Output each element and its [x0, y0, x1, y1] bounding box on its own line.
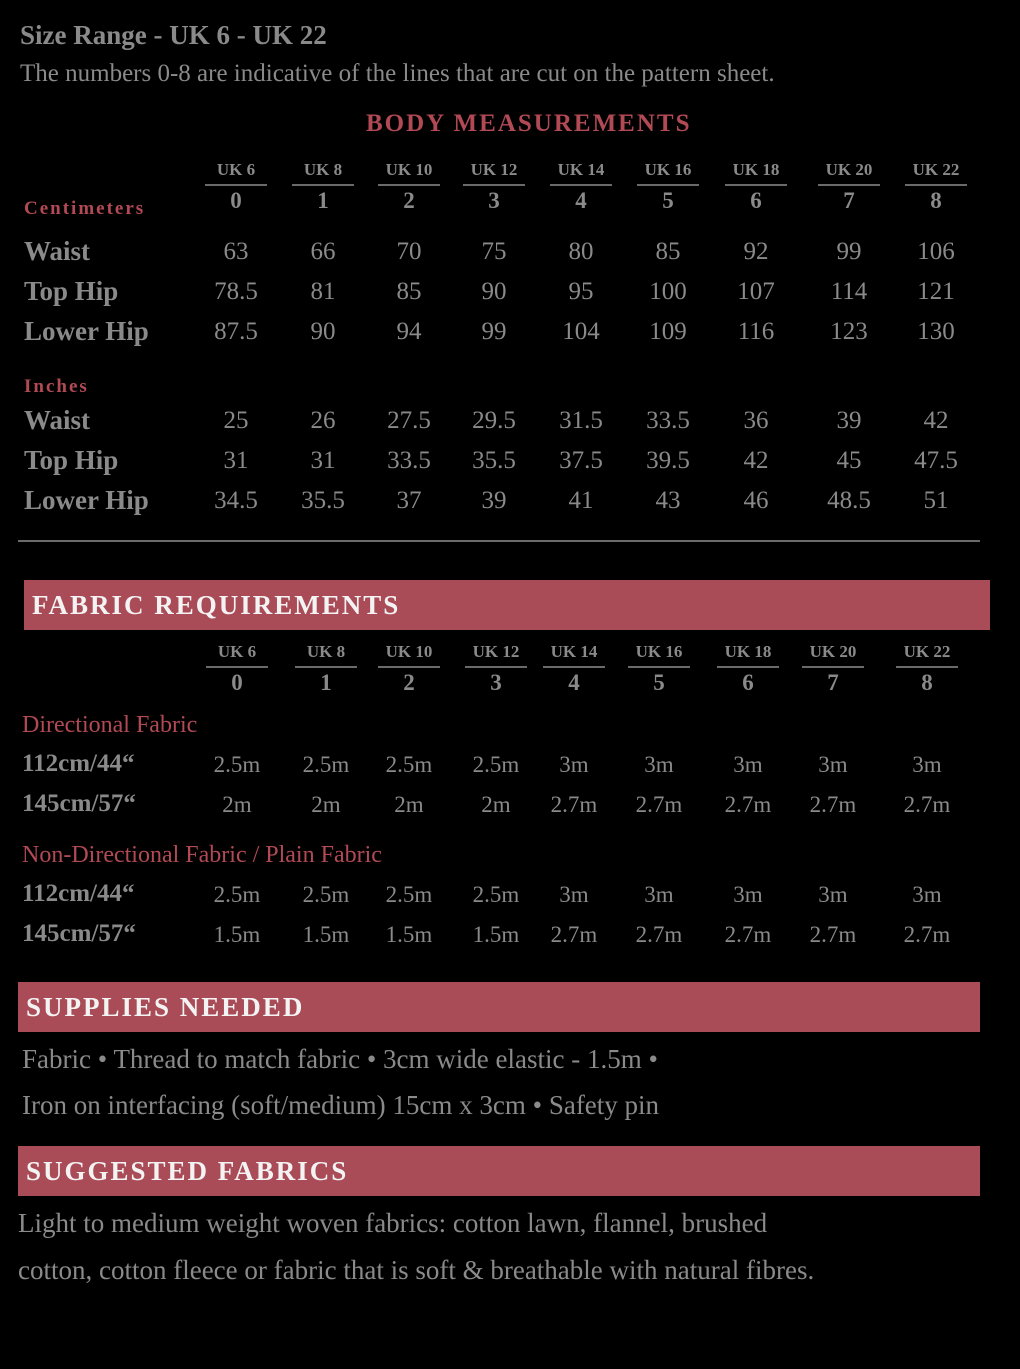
nondir-cell: 2.7m — [903, 922, 951, 947]
suggested-line-1: Light to medium weight woven fabrics: cotton lawn, flannel, brushed — [18, 1208, 768, 1238]
in-cell: 41 — [568, 487, 594, 514]
in-cell: 39 — [836, 407, 862, 434]
fr-size-label: UK 16 — [628, 642, 690, 668]
in-cell: 34.5 — [214, 487, 258, 514]
cm-cell: 109 — [649, 318, 687, 345]
in-cell: 33.5 — [646, 407, 690, 434]
fabric-requirements-heading: FABRIC REQUIREMENTS — [24, 580, 990, 630]
inches-label: Inches — [24, 376, 89, 397]
dir-cell: 2m — [481, 792, 511, 817]
in-cell: 35.5 — [301, 487, 345, 514]
bm-size-label: UK 6 — [205, 160, 267, 186]
fr-col-3 — [465, 642, 527, 696]
nondir-cell: 3m — [733, 882, 763, 907]
fr-line-number: 6 — [742, 670, 754, 695]
bm-line-number: 8 — [930, 188, 942, 213]
bm-size-label: UK 12 — [463, 160, 525, 186]
dir-cell: 3m — [644, 752, 674, 777]
cm-cell: 70 — [396, 238, 422, 265]
bm-col-7 — [818, 160, 880, 214]
in-cell: 31 — [223, 447, 249, 474]
cm-cell: 63 — [223, 238, 249, 265]
nondir-cell: 2.7m — [809, 922, 857, 947]
nondir-cell: 1.5m — [213, 922, 261, 947]
cm-cell: 123 — [830, 318, 868, 345]
dir-cell: 2m — [311, 792, 341, 817]
in-cell: 42 — [743, 447, 769, 474]
in-cell: 43 — [655, 487, 681, 514]
in-cell: 31 — [310, 447, 336, 474]
cm-cell: 100 — [649, 278, 687, 305]
bm-col-0 — [205, 160, 267, 214]
dir-cell: 2.7m — [635, 792, 683, 817]
bm-col-8 — [905, 160, 967, 214]
nondir-cell: 1.5m — [472, 922, 520, 947]
cm-cell: 121 — [917, 278, 955, 305]
supplies-heading: SUPPLIES NEEDED — [18, 982, 980, 1032]
nondir-row-label: 145cm/57“ — [22, 920, 136, 947]
cm-cell: 99 — [836, 238, 862, 265]
nondir-cell: 1.5m — [302, 922, 350, 947]
cm-cell: 99 — [481, 318, 507, 345]
non-directional-fabric-label: Non-Directional Fabric / Plain Fabric — [22, 842, 382, 868]
fr-col-0 — [206, 642, 268, 696]
dir-cell: 2m — [394, 792, 424, 817]
bm-size-label: UK 18 — [725, 160, 787, 186]
fr-size-label: UK 8 — [295, 642, 357, 668]
suggested-fabrics-heading: SUGGESTED FABRICS — [18, 1146, 980, 1196]
fr-size-label: UK 12 — [465, 642, 527, 668]
nondir-cell: 3m — [818, 882, 848, 907]
fr-line-number: 3 — [490, 670, 502, 695]
bm-col-5 — [637, 160, 699, 214]
in-cell: 47.5 — [914, 447, 958, 474]
cm-row-label: Top Hip — [24, 276, 119, 306]
nondir-cell: 3m — [644, 882, 674, 907]
nondir-cell: 2.7m — [635, 922, 683, 947]
cm-row-label: Lower Hip — [24, 316, 149, 346]
cm-cell: 104 — [562, 318, 600, 345]
bm-size-label: UK 20 — [818, 160, 880, 186]
dir-row-label: 145cm/57“ — [22, 790, 136, 817]
in-cell: 48.5 — [827, 487, 871, 514]
dir-cell: 2.7m — [550, 792, 598, 817]
bm-line-number: 5 — [662, 188, 674, 213]
size-range-subtitle: The numbers 0-8 are indicative of the lines that are cut on the pattern sheet. — [20, 60, 775, 87]
cm-cell: 92 — [743, 238, 769, 265]
in-cell: 51 — [923, 487, 949, 514]
cm-cell: 107 — [737, 278, 775, 305]
directional-fabric-label: Directional Fabric — [22, 712, 198, 738]
body-measurements-heading: BODY MEASUREMENTS — [366, 110, 692, 137]
fr-col-2 — [378, 642, 440, 696]
dir-cell: 2.5m — [472, 752, 520, 777]
in-row-label: Top Hip — [24, 445, 119, 475]
in-cell: 26 — [310, 407, 336, 434]
fr-size-label: UK 20 — [802, 642, 864, 668]
fr-col-6 — [717, 642, 779, 696]
dir-cell: 2.5m — [385, 752, 433, 777]
suggested-line-2: cotton, cotton fleece or fabric that is soft & breathable with natural fibres. — [18, 1255, 815, 1285]
dir-cell: 2.5m — [213, 752, 261, 777]
bm-line-number: 0 — [230, 188, 242, 213]
nondir-cell: 2.7m — [550, 922, 598, 947]
cm-cell: 87.5 — [214, 318, 258, 345]
in-cell: 31.5 — [559, 407, 603, 434]
bm-col-1 — [292, 160, 354, 214]
in-row-label: Lower Hip — [24, 485, 149, 515]
fr-col-7 — [802, 642, 864, 696]
cm-cell: 85 — [655, 238, 681, 265]
section-divider — [18, 540, 980, 542]
cm-cell: 116 — [737, 318, 775, 345]
bm-col-3 — [463, 160, 525, 214]
bm-line-number: 1 — [317, 188, 329, 213]
nondir-cell: 2.5m — [302, 882, 350, 907]
cm-cell: 78.5 — [214, 278, 258, 305]
cm-cell: 95 — [568, 278, 594, 305]
bm-col-4 — [550, 160, 612, 214]
dir-cell: 2.7m — [724, 792, 772, 817]
cm-cell: 81 — [310, 278, 336, 305]
nondir-cell: 3m — [559, 882, 589, 907]
cm-cell: 66 — [310, 238, 336, 265]
bm-col-2 — [378, 160, 440, 214]
centimeters-label: Centimeters — [24, 198, 146, 219]
cm-cell: 90 — [481, 278, 507, 305]
cm-cell: 90 — [310, 318, 336, 345]
fr-col-1 — [295, 642, 357, 696]
in-cell: 45 — [836, 447, 862, 474]
fr-col-8 — [896, 642, 958, 696]
bm-size-label: UK 14 — [550, 160, 612, 186]
in-cell: 46 — [743, 487, 769, 514]
dir-row-label: 112cm/44“ — [22, 750, 135, 777]
cm-cell: 106 — [917, 238, 955, 265]
cm-cell: 80 — [568, 238, 594, 265]
in-cell: 37.5 — [559, 447, 603, 474]
nondir-cell: 2.5m — [385, 882, 433, 907]
fr-col-4 — [543, 642, 605, 696]
cm-cell: 114 — [830, 278, 868, 305]
fr-line-number: 7 — [827, 670, 839, 695]
fr-line-number: 1 — [320, 670, 332, 695]
nondir-cell: 3m — [912, 882, 942, 907]
dir-cell: 2.5m — [302, 752, 350, 777]
fr-size-label: UK 22 — [896, 642, 958, 668]
in-cell: 29.5 — [472, 407, 516, 434]
dir-cell: 3m — [818, 752, 848, 777]
dir-cell: 3m — [559, 752, 589, 777]
dir-cell: 2.7m — [809, 792, 857, 817]
in-cell: 27.5 — [387, 407, 431, 434]
dir-cell: 2.7m — [903, 792, 951, 817]
supplies-line-1: Fabric • Thread to match fabric • 3cm wide elastic - 1.5m • — [22, 1044, 658, 1074]
nondir-row-label: 112cm/44“ — [22, 880, 135, 907]
fr-line-number: 2 — [403, 670, 415, 695]
bm-size-label: UK 22 — [905, 160, 967, 186]
bm-size-label: UK 16 — [637, 160, 699, 186]
fr-line-number: 4 — [568, 670, 580, 695]
nondir-cell: 2.5m — [472, 882, 520, 907]
fr-size-label: UK 10 — [378, 642, 440, 668]
bm-size-label: UK 10 — [378, 160, 440, 186]
in-cell: 42 — [923, 407, 949, 434]
nondir-cell: 2.5m — [213, 882, 261, 907]
dir-cell: 2m — [222, 792, 252, 817]
nondir-cell: 2.7m — [724, 922, 772, 947]
fr-size-label: UK 14 — [543, 642, 605, 668]
fr-col-5 — [628, 642, 690, 696]
bm-line-number: 2 — [403, 188, 415, 213]
in-cell: 39.5 — [646, 447, 690, 474]
in-row-label: Waist — [24, 405, 91, 435]
bm-line-number: 3 — [488, 188, 500, 213]
size-range-title: Size Range - UK 6 - UK 22 — [20, 20, 327, 50]
fr-line-number: 8 — [921, 670, 933, 695]
dir-cell: 3m — [912, 752, 942, 777]
in-cell: 39 — [481, 487, 507, 514]
supplies-line-2: Iron on interfacing (soft/medium) 15cm x 3cm • Safety pin — [22, 1090, 660, 1120]
cm-cell: 130 — [917, 318, 955, 345]
fr-line-number: 0 — [231, 670, 243, 695]
cm-cell: 85 — [396, 278, 422, 305]
cm-row-label: Waist — [24, 236, 91, 266]
bm-size-label: UK 8 — [292, 160, 354, 186]
bm-line-number: 6 — [750, 188, 762, 213]
dir-cell: 3m — [733, 752, 763, 777]
in-cell: 36 — [743, 407, 769, 434]
in-cell: 37 — [396, 487, 422, 514]
fr-size-label: UK 18 — [717, 642, 779, 668]
fr-size-label: UK 6 — [206, 642, 268, 668]
in-cell: 33.5 — [387, 447, 431, 474]
bm-line-number: 4 — [575, 188, 587, 213]
bm-line-number: 7 — [843, 188, 855, 213]
fr-line-number: 5 — [653, 670, 665, 695]
in-cell: 35.5 — [472, 447, 516, 474]
cm-cell: 94 — [396, 318, 422, 345]
in-cell: 25 — [223, 407, 249, 434]
bm-col-6 — [725, 160, 787, 214]
cm-cell: 75 — [481, 238, 507, 265]
nondir-cell: 1.5m — [385, 922, 433, 947]
